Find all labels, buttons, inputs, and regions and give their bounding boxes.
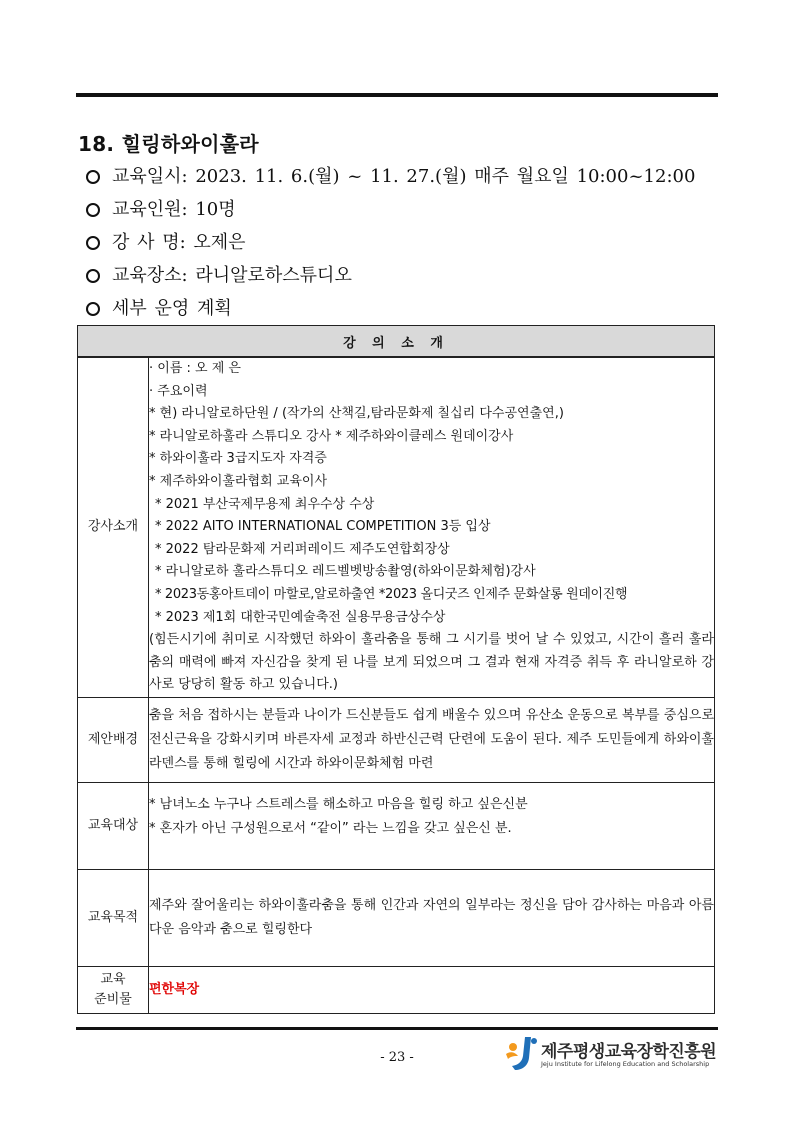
circle-bullet-icon <box>86 302 100 316</box>
table-row-background <box>78 697 715 782</box>
table-row-materials <box>78 966 715 1013</box>
materials-content <box>149 966 715 1013</box>
instructor-line: * 2021 부산국제무용제 최우수상 수상 <box>155 496 375 512</box>
info-item-venue: 교육장소: 라니알로하스튜디오 <box>86 259 726 292</box>
instructor-line: * 2022 탐라문화제 거리퍼레이드 제주도연합회장상 <box>155 541 450 557</box>
lecture-intro-table <box>77 325 715 1014</box>
instructor-line: · 이름 : 오 제 은 <box>149 361 241 376</box>
instructor-content <box>149 357 715 697</box>
row-label: 교육대상 <box>78 782 149 869</box>
circle-bullet-icon <box>86 269 100 283</box>
top-divider <box>76 93 718 97</box>
info-item-schedule: 교육일시: 2023. 11. 6.(월) ~ 11. 27.(월) 매주 월요일 10:00~12:00 <box>86 160 726 193</box>
org-name: 제주평생교육장학진흥원 <box>541 1042 717 1062</box>
background-text: 춤을 처음 접하시는 분들과 나이가 드신분들도 쉽게 배울수 있으며 유산소 운동으로 복부를 중심으로 전신근육을 강화시키며 바른자세 교정과 하반신근력 단련에 도움이 된다. 제주 도민들에게 하와이훌라덴스를 통해 힐링에 시간과 하와이문화체험 마련 <box>149 707 714 771</box>
section-title: 18. 힐링하와이훌라 <box>78 132 259 156</box>
table-header: 강 의 소 개 <box>78 326 715 358</box>
table-row-purpose <box>78 869 715 966</box>
table-row-target <box>78 782 715 869</box>
instructor-line: * 2023 제1회 대한국민예술축전 실용무용금상수상 <box>155 609 446 625</box>
info-item-capacity: 교육인원: 10명 <box>86 193 726 226</box>
circle-bullet-icon <box>86 170 100 184</box>
materials-label-line2: 준비물 <box>94 991 132 1007</box>
org-logo-mark-icon <box>503 1034 539 1072</box>
org-logo <box>503 1034 718 1074</box>
row-label <box>78 966 149 1013</box>
circle-bullet-icon <box>86 203 100 217</box>
instructor-line: * 라니알로하훌라 스튜디오 강사 * 제주하와이클레스 원데이강사 <box>149 428 514 444</box>
target-content <box>149 782 715 869</box>
purpose-text: 제주와 잘어울리는 하와이훌라춤을 통해 인간과 자연의 일부라는 정신을 담아 감사하는 마음과 아름다운 음악과 춤으로 힐링한다 <box>149 897 714 937</box>
row-label: 교육목적 <box>78 869 149 966</box>
info-item-instructor: 강 사 명: 오제은 <box>86 226 726 259</box>
target-line: * 남녀노소 누구나 스트레스를 해소하고 마음을 힐링 하고 싶은신분 <box>149 796 528 812</box>
instructor-line: * 2022 AITO INTERNATIONAL COMPETITION 3등 입상 <box>155 519 491 535</box>
instructor-line: * 라니알로하 훌라스튜디오 레드벨벳방송촬영(하와이문화체험)강사 <box>155 564 536 580</box>
instructor-line: * 2023동홍아트데이 마할로,알로하출연 *2023 올디굿즈 인제주 문화살롱 원데이진행 <box>155 586 628 602</box>
info-item-plan: 세부 운영 계획 <box>86 292 726 325</box>
instructor-line: * 제주하와이훌라협회 교육이사 <box>149 473 328 489</box>
table-row-instructor <box>78 357 715 697</box>
row-label: 강사소개 <box>78 357 149 697</box>
org-name-en: Jeju Institute for Lifelong Education and Scholarship <box>541 1060 710 1068</box>
row-label: 제안배경 <box>78 697 149 782</box>
target-line: * 혼자가 아닌 구성원으로서 “같이” 라는 느낌을 갖고 싶은신 분. <box>149 820 512 836</box>
purpose-content <box>149 869 715 966</box>
instructor-line: * 현) 라니알로하단원 / (작가의 산책길,탐라문화제 칠십리 다수공연출연,) <box>149 406 564 422</box>
background-content <box>149 697 715 782</box>
page-number: - 23 - <box>380 1050 414 1065</box>
circle-bullet-icon <box>86 236 100 250</box>
course-info-list <box>86 160 726 325</box>
instructor-line: * 하와이훌라 3급지도자 자격증 <box>149 451 327 467</box>
bottom-divider <box>76 1027 718 1030</box>
materials-label-line1: 교육 <box>100 971 126 987</box>
materials-value: 편한복장 <box>149 981 200 997</box>
instructor-paragraph: (힘든시기에 취미로 시작했던 하와이 훌라춤을 통해 그 시기를 벗어 날 수 있었고, 시간이 흘러 훌라춤의 매력에 빠져 자신감을 찾게 된 나를 보게 되었으며 그 결과 현재 자격증 취득 후 라니알로하 강사로 당당히 활동 하고 있습니다.) <box>149 632 714 693</box>
instructor-line: · 주요이력 <box>149 383 208 399</box>
